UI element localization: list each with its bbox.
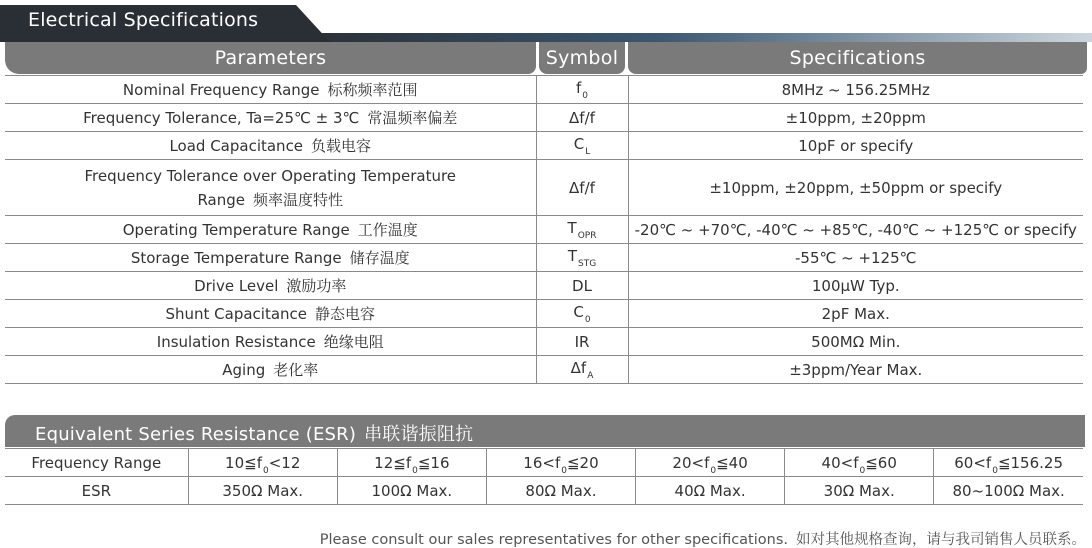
range-sub: 0 [859,465,866,476]
param-en: Insulation Resistance [156,332,316,351]
table-row [5,328,1083,356]
esr-title-cn: 串联谐振阻抗 [364,424,474,445]
esr-value-label: ESR [5,477,188,505]
value-cell: -55℃ ~ +125℃ [628,244,1083,272]
range-pre: 10≦f [225,453,262,472]
esr-range-cell [934,449,1083,477]
symbol: Δf/f [569,108,595,127]
range-sub: 0 [412,465,418,476]
param-cn: 工作温度 [357,220,418,239]
header-parameters: Parameters [5,42,536,74]
value-cell: -20℃ ~ +70℃, -40℃ ~ +85℃, -40℃ ~ +125℃ or specify [628,216,1083,244]
table-row [5,216,1083,244]
page-title: Electrical Specifications [28,9,259,31]
param-cell [5,244,536,272]
param-cn: 频率温度特性 [253,190,344,209]
param-cell [5,356,536,384]
range-post: <12 [268,453,301,472]
symbol-cell [536,104,628,132]
esr-value-cell: 80Ω Max. [486,477,635,505]
table-row [5,104,1083,132]
footnote-en: Please consult our sales representatives for other specifications. [319,532,788,548]
param-cn: 常温频率偏差 [367,108,458,127]
symbol-cell [536,328,628,356]
value-cell: 10pF or specify [628,132,1083,160]
param-en: Load Capacitance [169,136,304,155]
esr-value-cell: 30Ω Max. [785,477,934,505]
param-cell [5,272,536,300]
range-post: ≦16 [417,453,450,472]
esr-range-cell [785,449,934,477]
esr-frequency-label: Frequency Range [5,449,188,477]
param-cell [5,160,536,216]
esr-value-row [5,477,1083,505]
table-row [5,356,1083,384]
symbol: T [567,219,577,237]
symbol-cell [536,356,628,384]
param-cn: 激励功率 [286,276,347,295]
param-en: Frequency Tolerance, Ta=25℃ ± 3℃ [83,108,360,127]
symbol-sub: 0 [582,91,588,101]
value-cell: ±10ppm, ±20ppm [628,104,1083,132]
esr-range-cell [188,449,337,477]
param-cn: 老化率 [273,360,319,379]
header-symbol: Symbol [539,42,625,74]
symbol-cell [536,272,628,300]
table-row [5,244,1083,272]
param-en: Drive Level [194,276,279,295]
param-cn: 静态电容 [315,304,376,323]
symbol: C [573,303,584,321]
param-en: Nominal Frequency Range [122,80,320,99]
symbol-cell [536,300,628,328]
param-cell [5,216,536,244]
table-row [5,76,1083,104]
param-en: Operating Temperature Range [122,220,350,239]
param-cn: 负载电容 [311,136,372,155]
symbol-sub: L [585,147,591,157]
value-cell: 500MΩ Min. [628,328,1083,356]
value-cell: 8MHz ~ 156.25MHz [628,76,1083,104]
symbol-cell [536,216,628,244]
range-post: ≦156.25 [997,453,1063,472]
range-sub: 0 [561,465,567,476]
symbol: IR [574,332,590,351]
value-cell: ±10ppm, ±20ppm, ±50ppm or specify [628,160,1083,216]
symbol-sub: A [587,371,594,381]
header-specifications: Specifications [628,42,1087,74]
symbol-cell [536,132,628,160]
symbol: f [575,79,582,97]
param-cell [5,104,536,132]
range-pre: 20<f [672,453,710,472]
esr-range-cell [486,449,635,477]
range-sub: 0 [992,465,998,476]
esr-value-cell: 350Ω Max. [188,477,337,505]
param-cn: 储存温度 [349,248,410,267]
range-pre: 60<f [954,453,992,472]
symbol-sub: STG [577,259,597,269]
range-post: ≦40 [716,453,748,472]
symbol: T [567,247,577,265]
esr-table [5,448,1083,505]
table-row [5,272,1083,300]
esr-range-cell [337,449,486,477]
param-en: Storage Temperature Range [130,248,342,267]
esr-banner [5,415,1085,447]
esr-frequency-row [5,449,1083,477]
table-row [5,132,1083,160]
symbol-cell [536,244,628,272]
symbol-cell [536,76,628,104]
spec-table [5,75,1083,384]
symbol-sub: 0 [584,315,591,325]
range-post: ≦60 [865,453,897,472]
range-pre: 16<f [523,453,561,472]
range-sub: 0 [710,465,717,476]
param-en-line2: Range [197,190,246,209]
esr-value-cell: 100Ω Max. [337,477,486,505]
range-post: ≦20 [566,453,599,472]
esr-value-cell: 80~100Ω Max. [934,477,1083,505]
value-cell: ±3ppm/Year Max. [628,356,1083,384]
symbol-sub: OPR [577,231,597,241]
param-en: Frequency Tolerance over Operating Temperature [84,166,457,185]
param-cell [5,76,536,104]
esr-title [35,420,473,446]
param-cn: 标称频率范围 [327,80,418,99]
symbol: DL [572,276,592,295]
value-cell: 100μW Typ. [628,272,1083,300]
title-banner [0,0,1092,42]
param-cell [5,132,536,160]
value-cell: 2pF Max. [628,300,1083,328]
footnote [320,528,1086,548]
symbol: Δf [570,359,587,377]
range-sub: 0 [262,465,269,476]
esr-range-cell [636,449,785,477]
param-cell [5,300,536,328]
table-row [5,160,1083,216]
param-en: Aging [222,360,266,379]
range-pre: 12≦f [374,453,412,472]
param-en: Shunt Capacitance [165,304,308,323]
esr-value-cell: 40Ω Max. [636,477,785,505]
symbol-cell [536,160,628,216]
symbol: C [573,135,585,153]
param-cn: 绝缘电阻 [323,332,384,351]
param-cell [5,328,536,356]
range-pre: 40<f [821,453,859,472]
esr-title-en: Equivalent Series Resistance (ESR) [35,424,357,445]
footnote-cn: 如对其他规格查询，请与我司销售人员联系。 [796,532,1086,548]
table-row [5,300,1083,328]
symbol: Δf/f [569,178,595,197]
